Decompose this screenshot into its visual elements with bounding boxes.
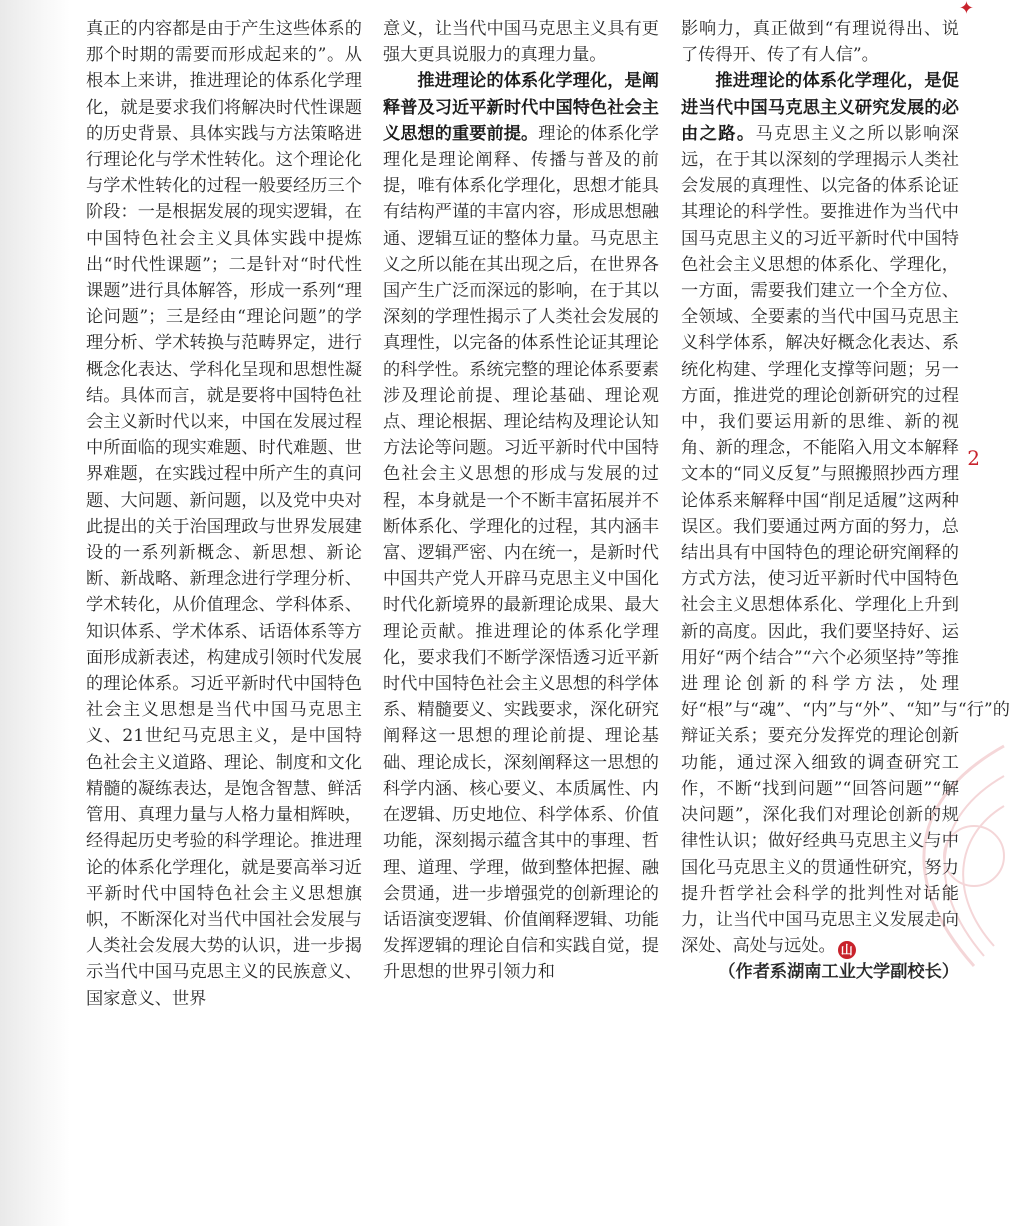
paragraph [681, 16, 959, 68]
bold-lead-sentence: 推进理论的体系化学理化，是促进当代中国马克思主义研究发展的必由之路。 [681, 71, 959, 144]
paragraph-text: 马克思主义之所以影响深远，在于其以深刻的学理揭示人类社会发展的真理性、以完备的体系论证其理论的科学性。要推进作为当代中国马克思主义的习近平新时代中国特色社会主义思想的体系化、学理化，一方面，需要我们建立一个全方位、全领域、全要素的当代中国马克思主义科学体系，解决好概念化表达、系统化构建、学理化支撑等问题；另一方面，推进党的理论创新研究的过程中，我们要运用新的思维、新的视角、新的理念，不能陷入用文本解释文本的“同义反复”与照搬照抄西方理论体系来解释中国“削足适履”这两种误区。我们要通过两方面的努力，总结出具有中国特色的理论研究阐释的方式方法，使习近平新时代中国特色社会主义思想体系化、学理化上升到新的高度。因此，我们要坚持好、运用好“两个结合”“六个必须坚持”等推进理论创新的科学方法，处理好“根”与“魂”、“内”与“外”、“知”与“行”的辩证关系；要充分发挥党的理论创新功能，通过深入细致的调查研究工作，不断“找到问题”“回答问题”“解决问题”，深化我们对理论创新的规律性认识；做好经典马克思主义与中国化马克思主义的贯通性研究，努力提升哲学社会科学的批判性对话能力，让当代中国马克思主义发展走向深处、高处与远处。 [681, 123, 1010, 957]
paragraph-text: 真正的内容都是由于产生这些体系的那个时期的需要而形成起来的”。从根本上来讲，推进理论的体系化学理化，就是要求我们将解决时代性课题的历史背景、具体实践与方法策略进行理论化与学术性转化。这个理论化与学术性转化的过程一般要经历三个阶段：一是根据发展的现实逻辑，在中国特色社会主义具体实践中提炼出“时代性课题”；二是针对“时代性课题”进行具体解答，形成一系列“理论问题”；三是经由“理论问题”的学理分析、学术转换与范畴界定，进行概念化表达、学科化呈现和思想性凝结。具体而言，就是要将中国特色社会主义新时代以来，中国在发展过程中所面临的现实难题、时代难题、世界难题，在实践过程中所产生的真问题、大问题、新问题，以及党中央对此提出的关于治国理政与世界发展建设的一系列新概念、新思想、新论断、新战略、新理念进行学理分析、学术转化，从价值理念、学科体系、知识体系、学术体系、话语体系等方面形成新表述，构建成引领时代发展的理论体系。习近平新时代中国特色社会主义思想是当代中国马克思主义、21世纪马克思主义，是中国特色社会主义道路、理论、制度和文化精髓的凝练表达，是饱含智慧、鲜活管用、真理力量与人格力量相辉映，经得起历史考验的科学理论。推进理论的体系化学理化，就是要高举习近平新时代中国特色社会主义思想旗帜，不断深化对当代中国社会发展与人类社会发展大势的认识，进一步揭示当代中国马克思主义的民族意义、国家意义、世界 [86, 19, 362, 1009]
paragraph [383, 68, 659, 985]
article-column-1 [86, 16, 362, 1012]
author-byline: （作者系湖南工业大学副校长） [718, 962, 959, 983]
paragraph [383, 16, 659, 68]
paragraph-text: 影响力，真正做到“有理说得出、说了传得开、传了有人信”。 [681, 19, 959, 66]
article-column-3 [681, 16, 1010, 986]
paragraph-text: 理论的体系化学理化是理论阐释、传播与普及的前提，唯有体系化学理化，思想才能具有结构严谨的丰富内容，形成思想融通、逻辑互证的整体力量。马克思主义之所以能在其出现之后，在世界各国产生广泛而深远的影响，在于其以深刻的学理性揭示了人类社会发展的真理性，以完备的体系性论证其理论的科学性。系统完整的理论体系要素涉及理论前提、理论基础、理论观点、理论根据、理论结构及理论认知方法论等问题。习近平新时代中国特色社会主义思想的形成与发展的过程，本身就是一个不断丰富拓展并不断体系化、学理化的过程，其内涵丰富、逻辑严密、内在统一，是新时代中国共产党人开辟马克思主义中国化时代化新境界的最新理论成果、最大理论贡献。推进理论的体系化学理化，要求我们不断学深悟透习近平新时代中国特色社会主义思想的科学体系、精髓要义、实践要求，深化研究阐释这一思想的理论前提、理论基础、理论成长，深刻阐释这一思想的科学内涵、核心要义、本质属性、内在逻辑、历史地位、科学体系、价值功能，深刻揭示蕴含其中的事理、哲理、道理、学理，做到整体把握、融会贯通，进一步增强党的创新理论的话语演变逻辑、价值阐释逻辑、功能发挥逻辑的理论自信和实践自觉，提升思想的世界引领力和 [383, 123, 659, 983]
article-end-icon: 山 [838, 941, 856, 959]
page-gutter-shadow [0, 0, 70, 1226]
paragraph-text: 意义，让当代中国马克思主义具有更强大更具说服力的真理力量。 [383, 19, 659, 66]
page-number: 2 [967, 446, 980, 470]
corner-ornament-icon: ✦ [958, 0, 974, 19]
bold-lead-sentence: 推进理论的体系化学理化，是阐释普及习近平新时代中国特色社会主义思想的重要前提。 [383, 71, 659, 144]
paragraph [86, 16, 362, 1012]
article-column-2 [383, 16, 659, 986]
paragraph [681, 68, 1010, 959]
